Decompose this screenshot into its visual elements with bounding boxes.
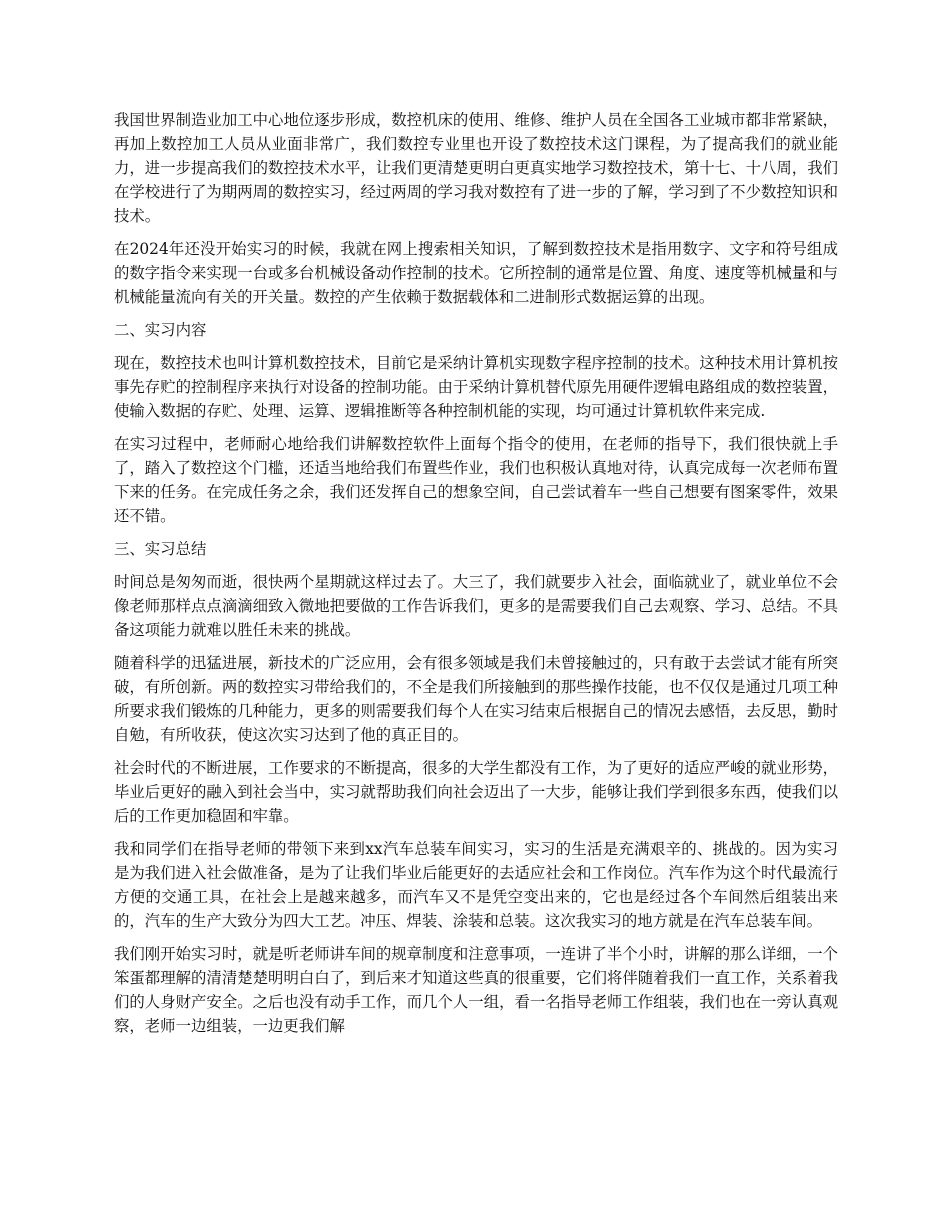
paragraph-auto-workshop: 我和同学们在指导老师的带领下来到xx汽车总装车间实习，实习的生活是充满艰辛的、挑战的。因为实习是为我们进入社会做准备，是为了让我们毕业后能更好的去适应社会和工作岗位。汽车作为这个时代最流行方便的交通工具，在社会上是越来越多，而汽车又不是凭空变出来的，它也是经过各个车间然后组装出来的，汽车的生产大致分为四大工艺。冲压、焊装、涂装和总装。这次我实习的地方就是在汽车总装车间。 xyxy=(114,840,838,930)
section-heading-content: 二、实习内容 xyxy=(114,321,207,339)
paragraph-intro: 我国世界制造业加工中心地位逐步形成，数控机床的使用、维修、维护人员在全国各工业城市都非常紧缺，再加上数控加工人员从业面非常广，我们数控专业里也开设了数控技术这门课程，为了提高我们的就业能力，进一步提高我们的数控技术水平，让我们更清楚更明白更真实地学习数控技术，第十七、十八周，我们在学校进行了为期两周的数控实习，经过两周的学习我对数控有了进一步的了解，学习到了不少数控知识和技术。 xyxy=(114,111,838,225)
paragraph-practice-process: 在实习过程中，老师耐心地给我们讲解数控软件上面每个指令的使用，在老师的指导下，我们很快就上手了，踏入了数控这个门槛，还适当地给我们布置些作业，我们也积极认真地对待，认真完成每一次老师布置下来的任务。在完成任务之余，我们还发挥自己的想象空间，自己尝试着车一些自己想要有图案零件，效果还不错。 xyxy=(114,435,838,525)
paragraph-social-progress: 社会时代的不断进展，工作要求的不断提高，很多的大学生都没有工作，为了更好的适应严峻的就业形势，毕业后更好的融入到社会当中，实习就帮助我们向社会迈出了一大步，能够让我们学到很多东西，使我们以后的工作更加稳固和牢靠。 xyxy=(114,759,838,825)
paragraph-science-progress: 随着科学的迅猛进展，新技术的广泛应用，会有很多领域是我们未曾接触过的，只有敢于去尝试才能有所突破，有所创新。两的数控实习带给我们的，不全是我们所接触到的那些操作技能，也不仅仅是通过几项工种所要求我们锻炼的几种能力，更多的则需要我们每个人在实习结束后根据自己的情况去感悟，去反思，勤时自勉，有所收获，使这次实习达到了他的真正目的。 xyxy=(114,654,838,744)
paragraph-background: 在2024年还没开始实习的时候，我就在网上搜索相关知识，了解到数控技术是指用数字、文字和符号组成的数字指令来实现一台或多台机械设备动作控制的技术。它所控制的通常是位置、角度、速度等机械量和与机械能量流向有关的开关量。数控的产生依赖于数据载体和二进制形式数据运算的出现。 xyxy=(114,240,838,306)
document-page xyxy=(114,108,838,1047)
paragraph-cnc-definition: 现在，数控技术也叫计算机数控技术，目前它是采纳计算机实现数字程序控制的技术。这种技术用计算机按事先存贮的控制程序来执行对设备的控制功能。由于采纳计算机替代原先用硬件逻辑电路组成的数控装置，使输入数据的存贮、处理、运算、逻辑推断等各种控制机能的实现，均可通过计算机软件来完成. xyxy=(114,354,838,420)
section-heading-summary: 三、实习总结 xyxy=(114,540,207,558)
paragraph-time-passes: 时间总是匆匆而逝，很快两个星期就这样过去了。大三了，我们就要步入社会，面临就业了，就业单位不会像老师那样点点滴滴细致入微地把要做的工作告诉我们，更多的是需要我们自己去观察、学习、总结。不具备这项能力就难以胜任未来的挑战。 xyxy=(114,573,838,639)
paragraph-start-of-practice: 我们刚开始实习时，就是听老师讲车间的规章制度和注意事项，一连讲了半个小时，讲解的那么详细，一个笨蛋都理解的清清楚楚明明白白了，到后来才知道这些真的很重要，它们将伴随着我们一直工作，关系着我们的人身财产安全。之后也没有动手工作，而几个人一组，看一名指导老师工作组装，我们也在一旁认真观察，老师一边组装，一边更我们解 xyxy=(114,945,838,1035)
